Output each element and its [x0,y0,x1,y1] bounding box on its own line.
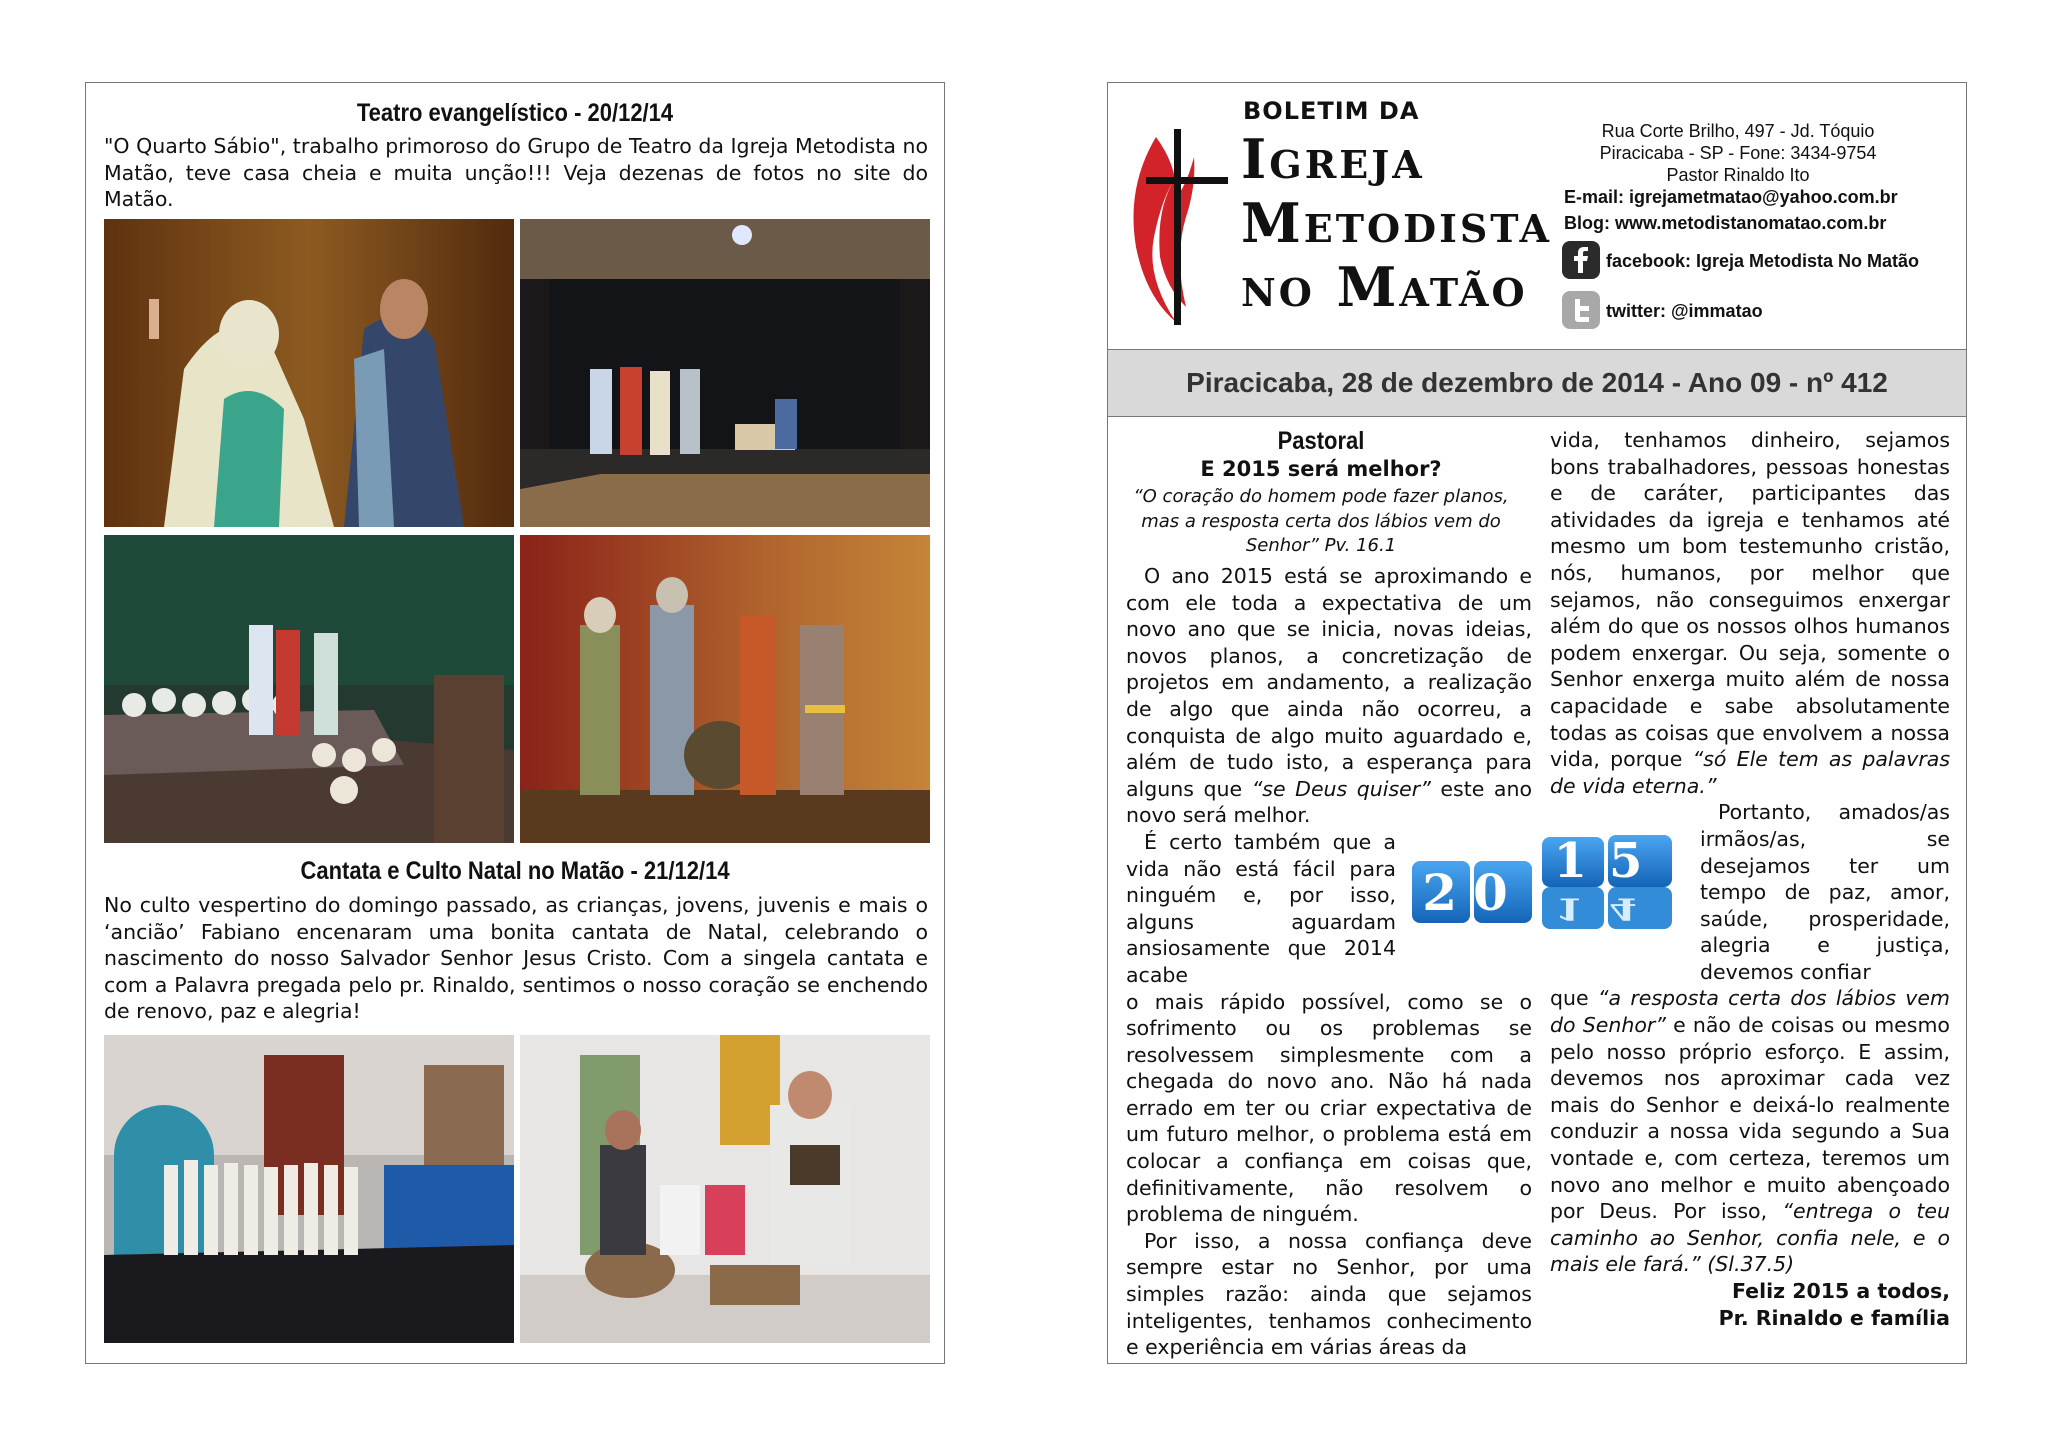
year-digits-15: 15 [1553,833,1665,889]
year-digits-20: 20 [1422,863,1524,922]
pastoral-column-1 [1126,563,1532,1361]
twitter-line: twitter: @immatao [1606,301,1763,321]
address-line-1: Rua Corte Brilho, 497 - Jd. Tóquio [1601,121,1875,141]
pastoral-paragraph-2-wrap: É certo também que a vida não está fácil para ninguém e, por isso, alguns aguardam ansiosamente que 2014 acabe [1126,829,1396,987]
year-digits-14: 14 [1555,890,1663,927]
closing-signature: Pr. Rinaldo e família [1718,1305,1950,1330]
address-line-2: Piracicaba - SP - Fone: 3434-9754 [1599,143,1877,163]
pastoral-column-2 [1550,427,1950,1331]
methodist-cross-flame-logo [1116,127,1234,327]
masthead-metodista: Metodista [1241,191,1552,255]
pastoral-verse: “O coração do homem pode fazer planos, mas a resposta certa dos lábios vem do Senhor” Pv. 16.1 [1133,486,1509,556]
pastoral-col2-paragraph-1: vida, tenhamos dinheiro, sejamos bons trabalhadores, pessoas honestas e de caráter, participantes das atividades da igreja e tenhamos até mesmo um bom testemunho cristão, nós, humanos, por melhor que sejamos, não conseguimos enxergar além do que os nossos olhos humanos podem enxergar. Ou seja, somente o Senhor enxerga muito além de nossa capacidade e sabe absolutamente todas as coisas que envolvem a nossa vida, porque “só Ele tem as palavras de vida eterna.” [1550,428,1950,798]
pastoral-title: E 2015 será melhor? [1200,457,1442,481]
masthead-no-matao: no Matão [1241,255,1528,319]
pastoral-col2-paragraph-2-wrap: Portanto, amados/as irmãos/as, se desejamos ter um tempo de paz, amor, saúde, prosperidade, alegria e justiça, devemos confiar [1700,800,1950,984]
email-line: E-mail: igrejametmatao@yahoo.com.br [1564,187,1898,207]
twitter-icon [1562,291,1600,329]
date-issue-bar: Piracicaba, 28 de dezembro de 2014 - Ano 09 - nº 412 [1108,349,1966,417]
photo-theater-scene-3 [104,535,514,843]
right-page [1107,82,1967,1364]
facebook-line: facebook: Igreja Metodista No Matão [1606,251,1920,271]
photo-cantata-reading [520,1035,930,1343]
photo-theater-scene-1 [104,219,514,527]
article-title-cantata: Cantata e Culto Natal no Matão - 21/12/14 [300,857,730,885]
closing-greeting: Feliz 2015 a todos, [1732,1279,1950,1303]
article-title-teatro: Teatro evangelístico - 20/12/14 [356,99,674,127]
masthead-boletim: BOLETIM DA [1243,97,1420,125]
pastor-name: Pastor Rinaldo Ito [1666,165,1810,185]
article-body-cantata: No culto vespertino do domingo passado, as crianças, jovens, juvenis e mais o ‘ancião’ Fabiano encenaram uma bonita cantata de Natal, celebrando o nascimento do nosso Salvador Senhor Jesus Cristo. Com a singela cantata e com a Palavra pregada pelo pr. Rinaldo, sentimos o nosso coração se enchendo de renovo, paz e alegria! [104,893,928,1024]
masthead-igreja: Igreja [1241,127,1425,191]
pastoral-section-title: Pastoral [1277,427,1365,455]
photo-theater-scene-4 [520,535,930,843]
blog-line: Blog: www.metodistanomatao.com.br [1564,213,1887,233]
facebook-icon [1562,241,1600,279]
pastoral-paragraph-3: Por isso, a nossa confiança deve sempre estar no Senhor, por uma simples razão: ainda que sejamos inteligentes, tenhamos conhecimento e experiência em várias áreas da [1126,1228,1532,1360]
pastoral-paragraph-2-rest: o mais rápido possível, como se o sofrimento ou os problemas se resolvessem simplesmente com a chegada do novo ano. Não há nada errado em ter ou criar expectativa de um futuro melhor, o problema está em colocar a confiança em coisas que, definitivamente, não resolvem o problema de ninguém. [1126,989,1532,1227]
pastoral-paragraph-1: O ano 2015 está se aproximando e com ele toda a expectativa de um novo ano que se inicia, novas ideias, novos planos, a concretização de projetos em andamento, a realização de algo que ainda não ocorreu, a conquista de algo muito aguardado e, além de tudo isto, a esperança para alguns que “se Deus quiser” este ano novo será melhor. [1126,564,1533,828]
photo-cantata-choir [104,1035,514,1343]
left-page [85,82,945,1364]
pastoral-col2-paragraph-2: que “a resposta certa dos lábios vem do Senhor” e não de coisas ou mesmo pelo nosso próprio esforço. E assim, devemos nos aproximar cada vez mais do Senhor e deixá-lo realmente conduzir a nossa vida segundo a Sua vontade e, com certeza, teremos um novo ano melhor e muito abençoado por Deus. Por isso, “entrega o teu caminho ao Senhor, confia nele, e o mais ele fará.” (Sl.37.5) [1550,986,1950,1277]
article-body-teatro: "O Quarto Sábio", trabalho primoroso do Grupo de Teatro da Igreja Metodista no Matão, teve casa cheia e muita unção!!! Veja dezenas de fotos no site do Matão. [104,134,928,212]
photo-theater-scene-2 [520,219,930,527]
